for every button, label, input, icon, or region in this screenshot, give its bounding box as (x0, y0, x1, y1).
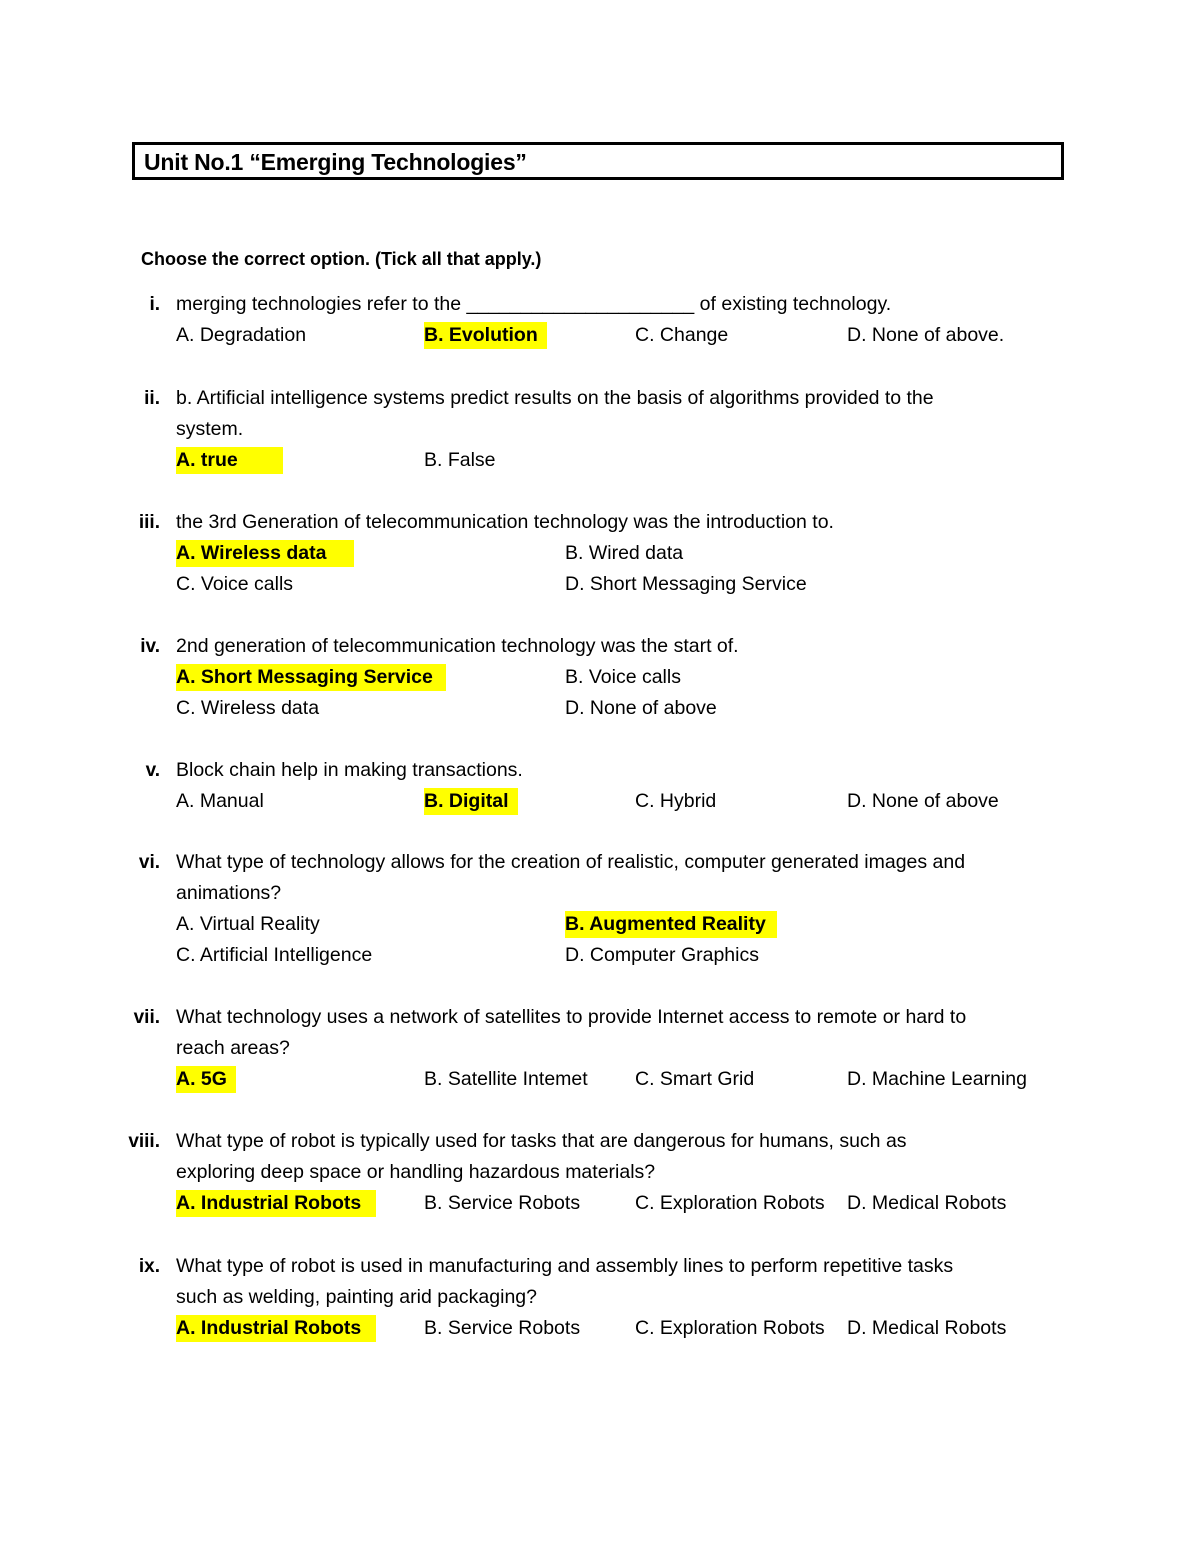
option-b-correct[interactable]: B. Digital (424, 786, 509, 817)
question-text-continued: exploring deep space or handling hazardous materials? (176, 1161, 656, 1183)
option-d[interactable]: D. None of above (565, 697, 717, 719)
option-d[interactable]: D. Medical Robots (847, 1192, 1007, 1214)
option-c[interactable]: C. Hybrid (635, 790, 717, 812)
question-text: b. Artificial intelligence systems predict results on the basis of algorithms provided to the (176, 387, 934, 409)
question-text: 2nd generation of telecommunication technology was the start of. (176, 635, 739, 657)
option-c[interactable]: C. Voice calls (176, 573, 294, 595)
option-a[interactable]: A. Degradation (176, 324, 307, 346)
option-a[interactable]: A. Manual (176, 790, 264, 812)
question-text-continued: reach areas? (176, 1037, 290, 1059)
question-text: What type of robot is used in manufacturing and assembly lines to perform repetitive tasks (176, 1255, 954, 1277)
option-b[interactable]: B. False (424, 449, 496, 471)
option-a-correct[interactable]: A. Industrial Robots (176, 1188, 361, 1219)
option-d[interactable]: D. Computer Graphics (565, 944, 759, 966)
question-text-continued: such as welding, painting arid packaging? (176, 1286, 537, 1308)
unit-title-box (132, 142, 1064, 180)
option-b-correct[interactable]: B. Evolution (424, 320, 538, 351)
option-c[interactable]: C. Change (635, 324, 729, 346)
option-d[interactable]: D. None of above. (847, 324, 1005, 346)
option-b[interactable]: B. Voice calls (565, 666, 681, 688)
question-text: Block chain help in making transactions. (176, 759, 523, 781)
option-b[interactable]: B. Satellite Intemet (424, 1068, 588, 1090)
option-a-correct[interactable]: A. Short Messaging Service (176, 662, 433, 693)
question-number: ix. (138, 1256, 160, 1277)
option-c[interactable]: C. Artificial Intelligence (176, 944, 373, 966)
question-number: viii. (128, 1131, 160, 1152)
option-a-correct[interactable]: A. Industrial Robots (176, 1313, 361, 1344)
option-d[interactable]: D. Medical Robots (847, 1317, 1007, 1339)
question-text: What technology uses a network of satellites to provide Internet access to remote or hard to (176, 1006, 967, 1028)
option-a-correct[interactable]: A. Wireless data (176, 538, 326, 569)
option-c[interactable]: C. Smart Grid (635, 1068, 755, 1090)
instructions: Choose the correct option. (Tick all that apply.) (141, 249, 542, 269)
option-c[interactable]: C. Wireless data (176, 697, 320, 719)
option-a-correct[interactable]: A. true (176, 445, 238, 476)
option-b[interactable]: B. Service Robots (424, 1192, 581, 1214)
question-number: vi. (138, 852, 160, 873)
option-a-correct[interactable]: A. 5G (176, 1064, 227, 1095)
question-number: ii. (144, 388, 160, 409)
question-text: merging technologies refer to the _____________________ of existing technology. (176, 293, 892, 315)
option-b-correct[interactable]: B. Augmented Reality (565, 909, 766, 940)
option-d[interactable]: D. None of above (847, 790, 999, 812)
option-c[interactable]: C. Exploration Robots (635, 1317, 825, 1339)
option-a[interactable]: A. Virtual Reality (176, 913, 320, 935)
question-text-continued: animations? (176, 882, 282, 904)
option-b[interactable]: B. Service Robots (424, 1317, 581, 1339)
option-d[interactable]: D. Short Messaging Service (565, 573, 807, 595)
question-text: the 3rd Generation of telecommunication technology was the introduction to. (176, 511, 834, 533)
option-d[interactable]: D. Machine Learning (847, 1068, 1027, 1090)
question-number: i. (149, 294, 160, 315)
question-text-continued: system. (176, 418, 244, 440)
unit-title: Unit No.1 “Emerging Technologies” (144, 149, 527, 175)
question-number: v. (145, 760, 160, 781)
option-b[interactable]: B. Wired data (565, 542, 684, 564)
question-number: iv. (140, 636, 160, 657)
option-c[interactable]: C. Exploration Robots (635, 1192, 825, 1214)
question-number: iii. (138, 512, 160, 533)
question-text: What type of robot is typically used for tasks that are dangerous for humans, such as (176, 1130, 907, 1152)
question-number: vii. (133, 1007, 160, 1028)
question-text: What type of technology allows for the creation of realistic, computer generated images and (176, 851, 966, 873)
